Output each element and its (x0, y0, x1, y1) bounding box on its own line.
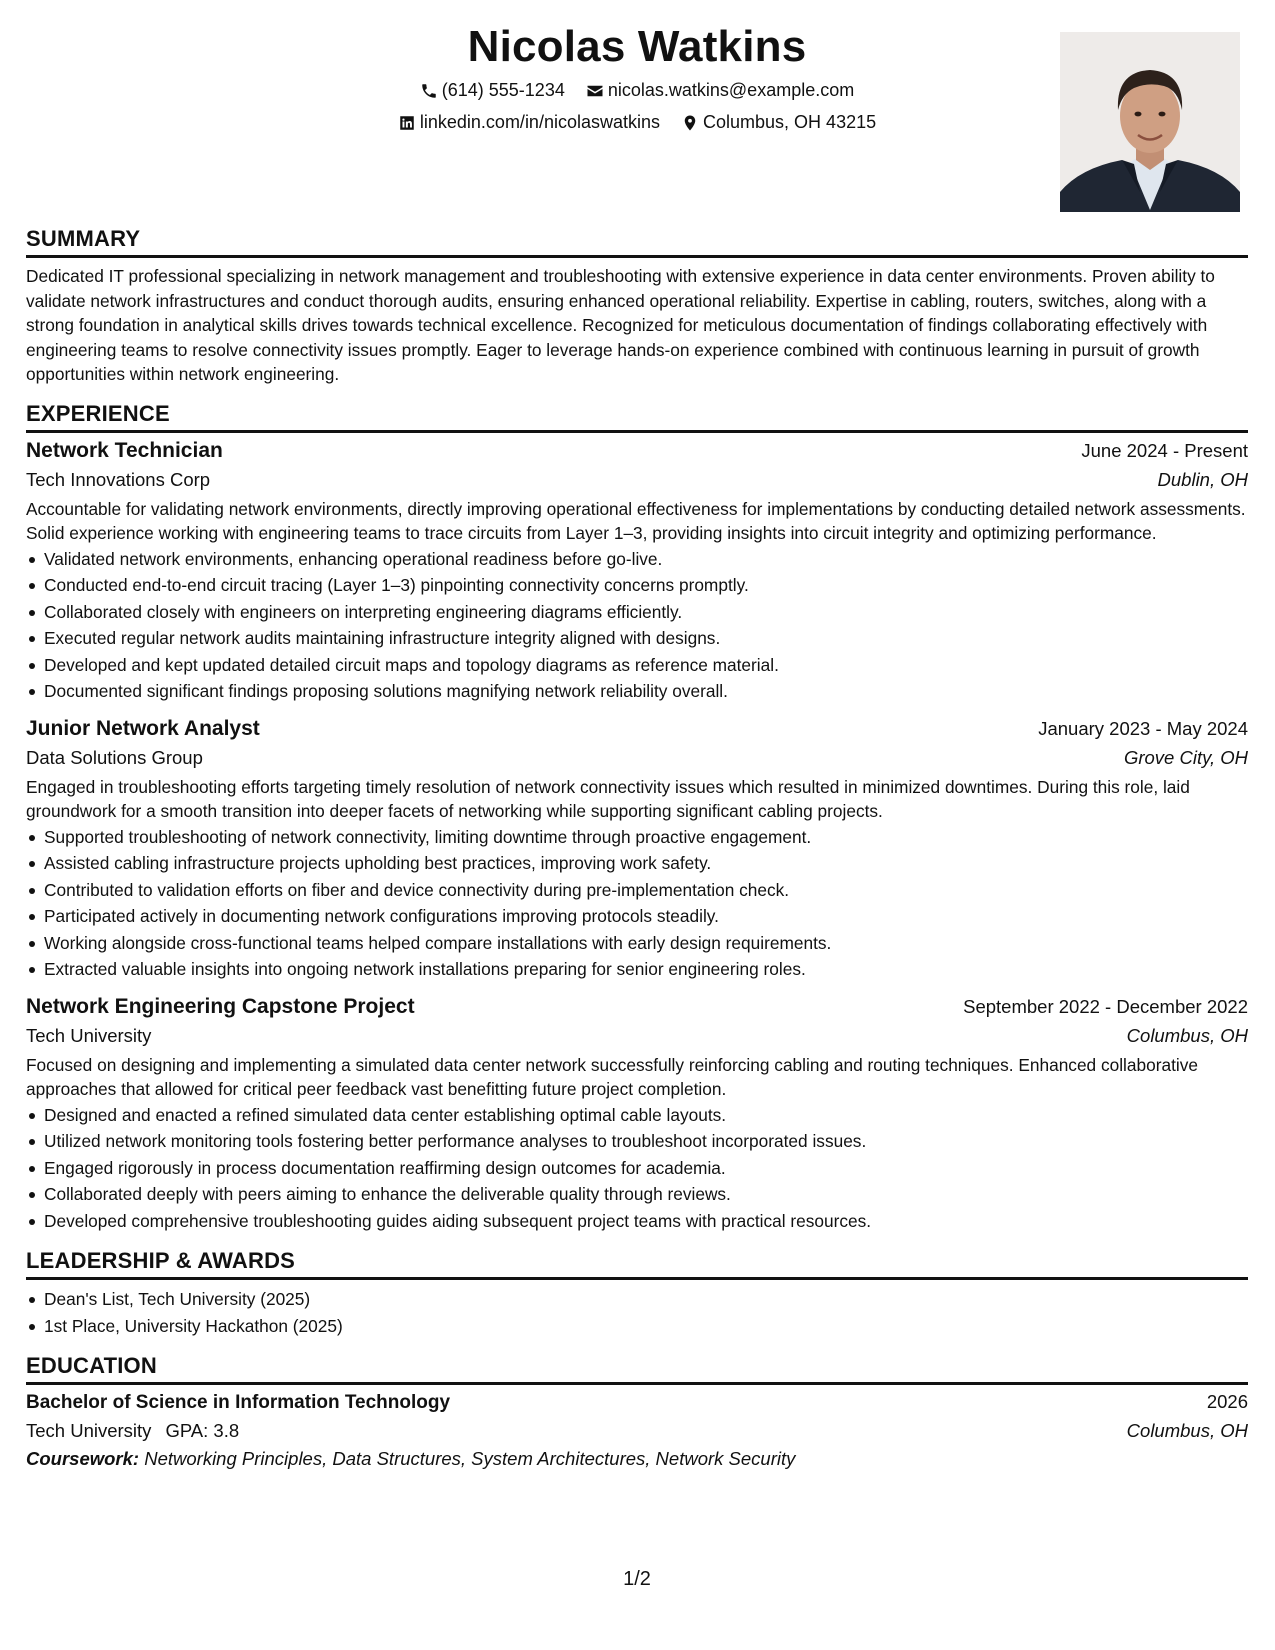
email-contact[interactable] (586, 80, 854, 101)
job-bullets (26, 1102, 1248, 1235)
school-location: Columbus, OH (1126, 1420, 1248, 1441)
awards-heading: LEADERSHIP & AWARDS (26, 1248, 1248, 1280)
bullet-item: Engaged rigorously in process documentation reaffirming design outcomes for academia. (26, 1155, 1248, 1182)
bullet-item: Developed and kept updated detailed circuit maps and topology diagrams as reference material. (26, 652, 1248, 679)
job-description: Engaged in troubleshooting efforts targeting timely resolution of network connectivity issues which resulted in minimized downtimes. During this role, laid groundwork for a smooth transition into deeper facets of networking while supporting significant cabling projects. (26, 776, 1190, 821)
bullet-item: Designed and enacted a refined simulated data center establishing optimal cable layouts. (26, 1102, 1248, 1129)
job-entry (26, 717, 1248, 983)
bullet-item: Assisted cabling infrastructure projects upholding best practices, improving work safety. (26, 850, 1248, 877)
bullet-item: Documented significant findings proposing solutions magnifying network reliability overall. (26, 678, 1248, 705)
bullet-item: Executed regular network audits maintaining infrastructure integrity aligned with designs. (26, 625, 1248, 652)
phone-contact (420, 80, 565, 101)
job-title: Network Technician (26, 438, 223, 462)
job-bullets (26, 824, 1248, 983)
bullet-item: Extracted valuable insights into ongoing network installations preparing for senior engineering roles. (26, 956, 1248, 983)
education-heading: EDUCATION (26, 1353, 1248, 1385)
awards-section (26, 1248, 1248, 1339)
degree-title: Bachelor of Science in Information Technology (26, 1392, 451, 1413)
job-date: June 2024 - Present (1081, 439, 1248, 461)
experience-heading: EXPERIENCE (26, 401, 1248, 433)
job-date: September 2022 - December 2022 (963, 995, 1248, 1017)
linkedin-contact[interactable] (398, 112, 660, 133)
summary-heading: SUMMARY (26, 226, 1248, 258)
job-company: Data Solutions Group (26, 746, 203, 768)
job-title: Network Engineering Capstone Project (26, 994, 415, 1018)
graduation-year: 2026 (1206, 1391, 1248, 1412)
bullet-item: Validated network environments, enhancing operational readiness before go-live. (26, 546, 1248, 573)
bullet-item: Developed comprehensive troubleshooting guides aiding subsequent project teams with practical resources. (26, 1208, 1248, 1235)
education-section (26, 1353, 1248, 1470)
linkedin-text[interactable]: linkedin.com/in/nicolaswatkins (419, 112, 660, 132)
summary-section (26, 226, 1248, 387)
map-pin-icon (681, 114, 699, 132)
award-item: Dean's List, Tech University (2025) (26, 1286, 1248, 1313)
job-description: Accountable for validating network environments, directly improving operational effectiveness for implementations by conducting detailed network assessments. Solid experience working with engineering teams to trace circuits from Layer 1–3, providing insights into circuit integrity and optimizing performance. (26, 498, 1246, 543)
phone-icon (420, 82, 438, 100)
coursework (26, 1448, 1248, 1470)
job-entry (26, 995, 1248, 1235)
school-name: Tech University (26, 1420, 152, 1441)
coursework-list: Networking Principles, Data Structures, System Architectures, Network Security (144, 1448, 796, 1469)
job-location: Columbus, OH (1126, 1024, 1248, 1046)
job-description: Focused on designing and implementing a simulated data center network successfully reinforcing cabling and routing techniques. Enhanced collaborative approaches that allowed for critical peer feedback vast benefitting future project completion. (26, 1054, 1198, 1099)
resume-header (26, 0, 1248, 226)
award-item: 1st Place, University Hackathon (2025) (26, 1313, 1248, 1340)
summary-text: Dedicated IT professional specializing in network management and troubleshooting with extensive experience in data center environments. Proven ability to validate network infrastructures and conduct thorough audits, ensuring enhanced operational reliability. Expertise in cabling, routers, switches, along with a strong foundation in analytical skills drives towards technical excellence. Recognized for meticulous documentation of findings collaborating effectively with engineering teams to resolve connectivity issues promptly. Eager to leverage hands-on experience combined with continuous learning in pursuit of growth opportunities within network engineering. (26, 266, 1215, 384)
resume-page (26, 0, 1248, 1650)
bullet-item: Participated actively in documenting network configurations improving protocols steadily. (26, 903, 1248, 930)
bullet-item: Contributed to validation efforts on fiber and device connectivity during pre-implementation check. (26, 877, 1248, 904)
experience-section (26, 401, 1248, 1235)
job-bullets (26, 546, 1248, 705)
job-company: Tech Innovations Corp (26, 468, 211, 490)
linkedin-icon (398, 114, 416, 132)
phone-text: (614) 555-1234 (441, 80, 565, 100)
bullet-item: Working alongside cross-functional teams helped compare installations with early design requirements. (26, 930, 1248, 957)
profile-photo (1060, 32, 1240, 212)
job-location: Grove City, OH (1123, 746, 1248, 768)
bullet-item: Supported troubleshooting of network connectivity, limiting downtime through proactive engagement. (26, 824, 1248, 851)
gpa: GPA: 3.8 (165, 1420, 240, 1441)
candidate-name: Nicolas Watkins (467, 22, 807, 71)
bullet-item: Collaborated deeply with peers aiming to enhance the deliverable quality through reviews. (26, 1181, 1248, 1208)
job-location: Dublin, OH (1157, 468, 1248, 490)
job-date: January 2023 - May 2024 (1038, 717, 1248, 739)
job-company: Tech University (26, 1024, 152, 1046)
envelope-icon (586, 82, 604, 100)
awards-list (26, 1286, 1248, 1339)
bullet-item: Collaborated closely with engineers on interpreting engineering diagrams efficiently. (26, 599, 1248, 626)
bullet-item: Utilized network monitoring tools fostering better performance analyses to troubleshoot incorporated issues. (26, 1128, 1248, 1155)
job-entry (26, 439, 1248, 705)
email-text[interactable]: nicolas.watkins@example.com (607, 80, 855, 100)
page-number: 1/2 (623, 1568, 651, 1590)
job-title: Junior Network Analyst (26, 716, 260, 740)
coursework-label: Coursework: (26, 1448, 140, 1469)
location-contact (681, 112, 876, 133)
bullet-item: Conducted end-to-end circuit tracing (Layer 1–3) pinpointing connectivity concerns promptly. (26, 572, 1248, 599)
location-text: Columbus, OH 43215 (703, 112, 877, 132)
